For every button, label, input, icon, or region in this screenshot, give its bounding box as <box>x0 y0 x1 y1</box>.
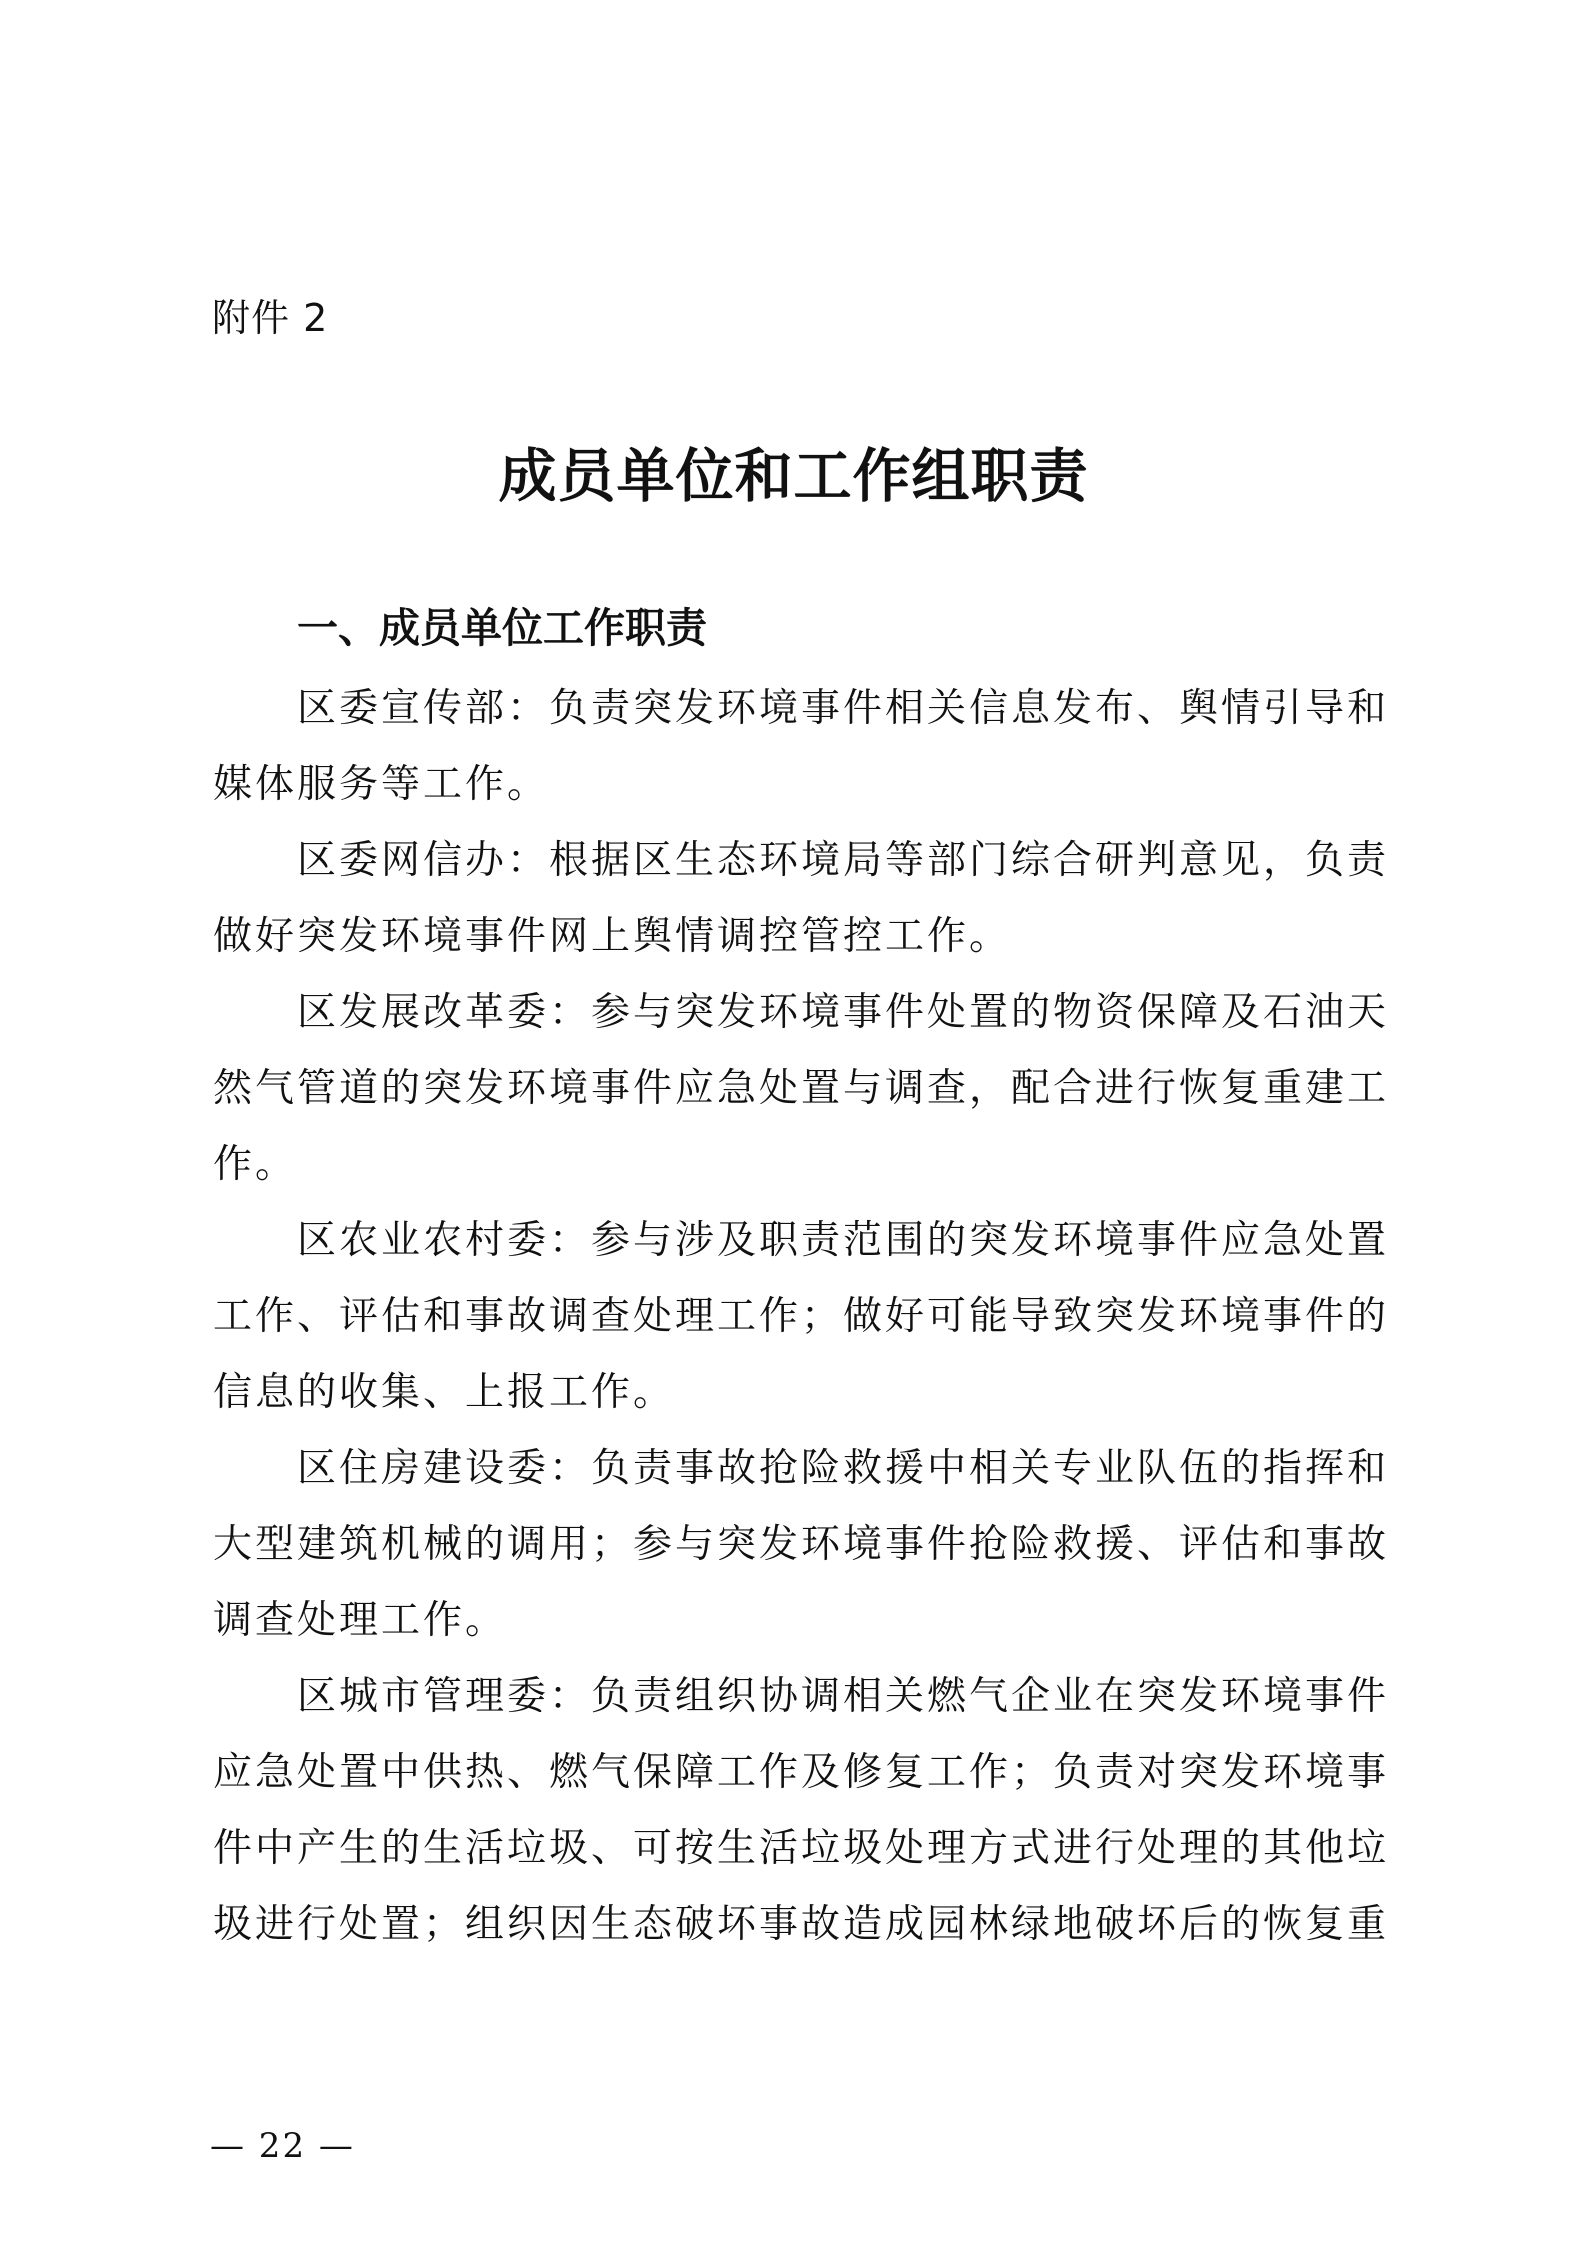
page-number: — 22 — <box>210 2126 355 2166</box>
attachment-label: 附件 2 <box>212 296 329 340</box>
paragraph-development-reform: 区发展改革委：参与突发环境事件处置的物资保障及石油天然气管道的突发环境事件应急处置与调查，配合进行恢复重建工作。 <box>213 990 1390 1187</box>
paragraph-housing-construction: 区住房建设委：负责事故抢险救援中相关专业队伍的指挥和大型建筑机械的调用；参与突发环境事件抢险救援、评估和事故调查处理工作。 <box>213 1446 1390 1643</box>
section-heading: 一、成员单位工作职责 <box>297 604 707 652</box>
body-text <box>213 671 1389 1963</box>
paragraph-cyberspace-office: 区委网信办：根据区生态环境局等部门综合研判意见，负责做好突发环境事件网上舆情调控管控工作。 <box>213 838 1390 959</box>
paragraph-propaganda-dept: 区委宣传部：负责突发环境事件相关信息发布、舆情引导和媒体服务等工作。 <box>213 686 1390 807</box>
page-title: 成员单位和工作组职责 <box>498 442 1089 510</box>
paragraph-urban-management: 区城市管理委：负责组织协调相关燃气企业在突发环境事件应急处置中供热、燃气保障工作及修复工作；负责对突发环境事件中产生的生活垃圾、可按生活垃圾处理方式进行处理的其他垃圾进行处置；组织因生态破坏事故造成园林绿地破坏后的恢复重 <box>213 1674 1390 1947</box>
paragraph-agriculture-rural: 区农业农村委：参与涉及职责范围的突发环境事件应急处置工作、评估和事故调查处理工作；做好可能导致突发环境事件的信息的收集、上报工作。 <box>213 1218 1390 1415</box>
